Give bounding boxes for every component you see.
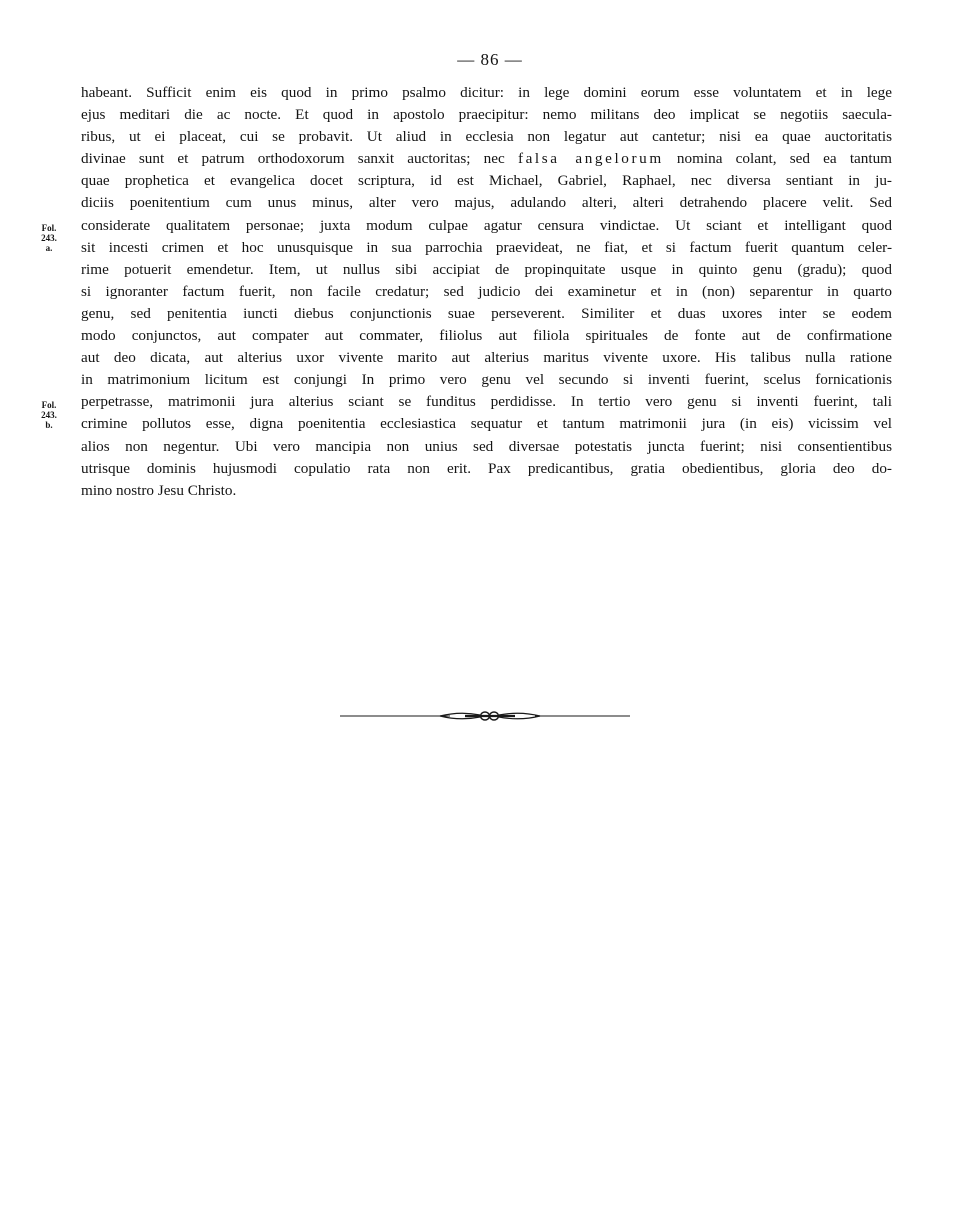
folio-note-243b: [34, 400, 64, 430]
text-line: perpetrasse, matrimonii jura alterius sciant se funditus perdidisse. In tertio vero genu si inventi fuerint, tali: [81, 393, 892, 411]
text-line: genu, sed penitentia iuncti diebus conjunctionis suae perseverent. Similiter et duas uxores inter se eodem: [81, 304, 892, 322]
body-text: [81, 82, 892, 502]
text-segment: nomina colant, sed ea tantum: [676, 150, 893, 168]
folio-note-label: Fol. 243.: [41, 400, 57, 420]
text-line: in matrimonium licitum est conjungi In primo vero genu vel secundo si inventi fuerint, scelus fornicationis: [81, 371, 892, 389]
folio-note-side: a.: [45, 243, 53, 253]
text-line: diciis poenitentium cum unus minus, alter vero majus, adulando alteri, alteri detrahendo placere velit. Sed: [81, 194, 892, 212]
folio-note-243a: [34, 223, 64, 253]
text-line: crimine pollutos esse, digna poenitentia ecclesiastica sequatur et tantum matrimonii jura (in eis) vicissim vel: [81, 415, 892, 433]
text-line-with-spaced-phrase: [81, 148, 892, 170]
page-number: — 86 —: [457, 50, 523, 69]
text-line: ribus, ut ei placeat, cui se probavit. Ut aliud in ecclesia non legatur aut cantetur; nisi ea quae auctoritatis: [81, 128, 892, 146]
folio-note-label: Fol. 243.: [41, 223, 57, 243]
text-line-final: mino nostro Jesu Christo.: [81, 481, 237, 499]
text-line: quae prophetica et evangelica docet scriptura, id est Michael, Gabriel, Raphael, nec diversa sentiant in ju-: [81, 172, 892, 190]
spaced-emphasis: falsa angelorum: [517, 150, 664, 168]
ornamental-divider: [340, 709, 630, 723]
text-line: considerate qualitatem personae; juxta modum culpae agatur censura vindictae. Ut sciant et intelligant quod: [81, 216, 892, 234]
text-line: rime potuerit emendetur. Item, ut nullus sibi accipiat de propinquitate usque in quinto genu (gradu); quod: [81, 260, 892, 278]
text-segment: divinae sunt et patrum orthodoxorum sanxit auctoritas; nec: [81, 150, 505, 168]
text-line: aut deo dicata, aut alterius uxor vivente marito aut alterius maritus vivente uxore. His talibus nulla ratione: [81, 349, 892, 367]
text-line: utrisque dominis hujusmodi copulatio rata non erit. Pax predicantibus, gratia obedientibus, gloria deo do-: [81, 459, 892, 477]
text-line: sit incesti crimen et hoc unusquisque in sua parrochia praevideat, ne fiat, et si factum fuerit quantum celer-: [81, 238, 892, 256]
text-line: ejus meditari die ac nocte. Et quod in apostolo praecipitur: nemo militans deo implicat se negotiis saecula-: [81, 106, 892, 124]
folio-note-side: b.: [45, 420, 53, 430]
text-line: alios non negentur. Ubi vero mancipia non unius sed diversae potestatis juncta fuerint; nisi consentientibus: [81, 437, 892, 455]
text-line: habeant. Sufficit enim eis quod in primo psalmo dicitur: in lege domini eorum esse voluntatem et in lege: [81, 84, 892, 101]
text-line: modo conjunctos, aut compater aut commater, filiolus aut filiola spirituales de fonte aut de confirmatione: [81, 327, 892, 345]
text-line: si ignoranter factum fuerit, non facile credatur; sed judicio dei examinetur et in (non) separentur in quarto: [81, 282, 892, 300]
